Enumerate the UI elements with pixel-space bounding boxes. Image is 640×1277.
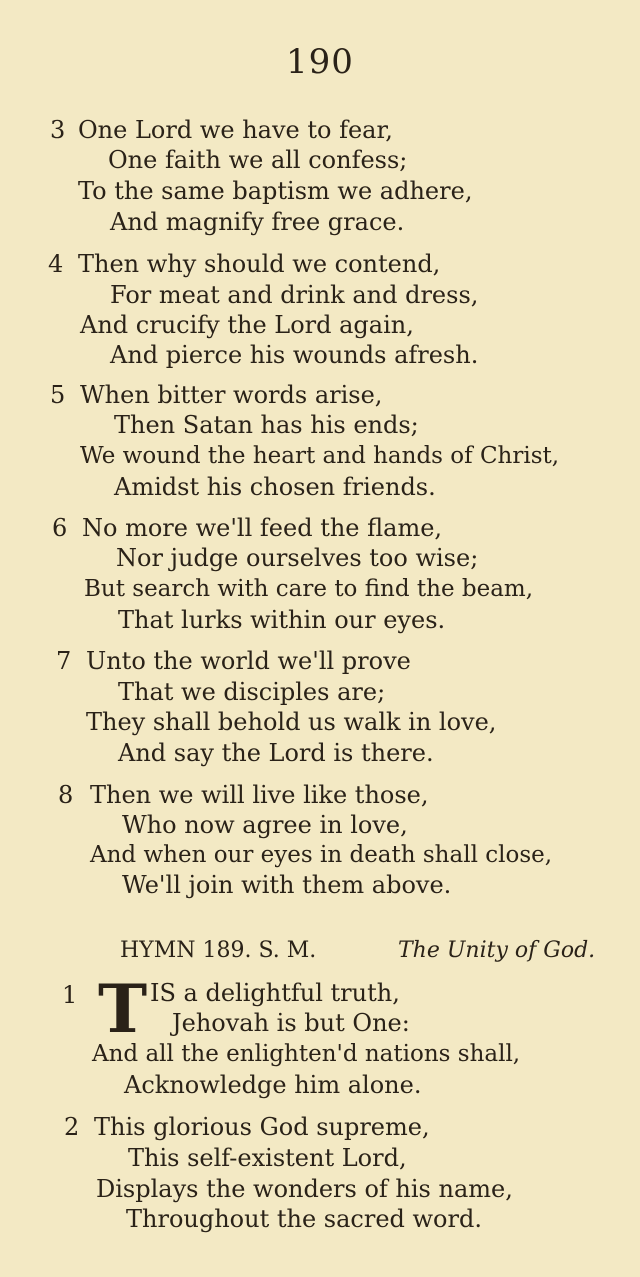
stanza-number: 8 xyxy=(58,781,74,809)
verse-line: And all the enlighten'd nations shall, xyxy=(92,1041,521,1067)
verse-line: Throughout the sacred word. xyxy=(126,1205,482,1233)
stanza-number: 2 xyxy=(64,1113,80,1141)
verse-line: Who now agree in love, xyxy=(122,811,408,839)
verse-line: Then Satan has his ends; xyxy=(114,411,419,439)
verse-line: That we disciples are; xyxy=(118,678,386,706)
verse-line: To the same baptism we adhere, xyxy=(78,177,473,205)
verse-line: And say the Lord is there. xyxy=(118,739,434,767)
verse-line: And crucify the Lord again, xyxy=(80,311,414,339)
verse-line: One faith we all confess; xyxy=(108,146,408,174)
verse-line: And pierce his wounds afresh. xyxy=(110,341,479,369)
verse-line: That lurks within our eyes. xyxy=(118,606,446,634)
verse-line: For meat and drink and dress, xyxy=(110,281,479,309)
hymn-title: HYMN 189. S. M. xyxy=(120,938,317,963)
verse-line: This self-existent Lord, xyxy=(128,1144,407,1172)
verse-line: No more we'll feed the flame, xyxy=(82,514,443,542)
verse-line: But search with care to find the beam, xyxy=(84,576,534,602)
hymn-subject: The Unity of God. xyxy=(398,938,596,963)
verse-line: And when our eyes in death shall close, xyxy=(90,842,553,868)
verse-line: Nor judge ourselves too wise; xyxy=(116,544,479,572)
verse-line: One Lord we have to fear, xyxy=(78,116,393,144)
verse-line: Amidst his chosen friends. xyxy=(114,473,436,501)
drop-cap: T xyxy=(98,970,148,1048)
verse-line: Then why should we contend, xyxy=(78,250,441,278)
verse-line: We wound the heart and hands of Christ, xyxy=(80,443,560,469)
verse-line: Displays the wonders of his name, xyxy=(96,1175,513,1203)
stanza-number: 1 xyxy=(62,981,78,1009)
stanza-number: 7 xyxy=(56,647,72,675)
verse-line: This glorious God supreme, xyxy=(94,1113,430,1141)
verse-line: Then we will live like those, xyxy=(90,781,429,809)
verse-line: And magnify free grace. xyxy=(110,208,405,236)
hymn-heading xyxy=(120,936,620,966)
verse-line: Jehovah is but One: xyxy=(172,1009,410,1037)
verse-line: IS a delightful truth, xyxy=(150,979,400,1007)
stanza-number: 6 xyxy=(52,514,68,542)
verse-line: We'll join with them above. xyxy=(122,871,452,899)
stanza-number: 5 xyxy=(50,381,66,409)
verse-line: Unto the world we'll prove xyxy=(86,647,411,675)
verse-line: They shall behold us walk in love, xyxy=(86,708,497,736)
verse-line: When bitter words arise, xyxy=(80,381,383,409)
page-number: 190 xyxy=(286,42,354,82)
verse-line: Acknowledge him alone. xyxy=(124,1071,422,1099)
stanza-number: 3 xyxy=(50,116,66,144)
stanza-number: 4 xyxy=(48,250,64,278)
